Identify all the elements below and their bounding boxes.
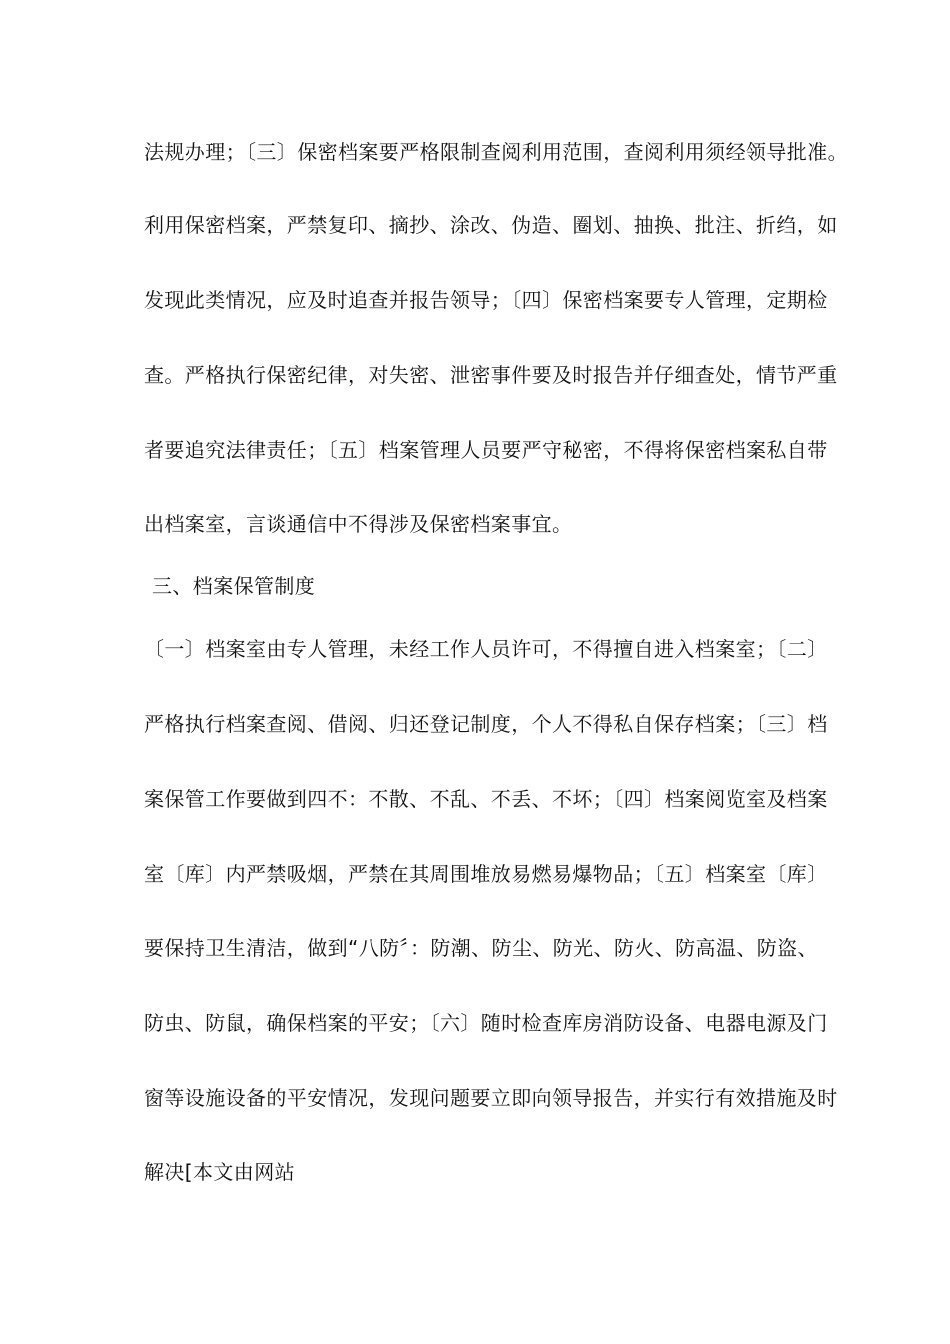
section-heading: 三、档案保管制度 bbox=[152, 574, 316, 598]
paragraph-line: 案保管工作要做到四不：不散、不乱、不丢、不坏；〔四〕档案阅览室及档案 bbox=[144, 787, 828, 811]
paragraph-line: 室〔库〕内严禁吸烟，严禁在其周围堆放易燃易爆物品；〔五〕档案室〔库〕 bbox=[144, 862, 828, 886]
paragraph-line: 发现此类情况，应及时追查并报告领导；〔四〕保密档案要专人管理，定期检 bbox=[144, 288, 828, 312]
paragraph-line: 〔一〕档案室由专人管理，未经工作人员许可，不得擅自进入档案室；〔二〕 bbox=[144, 637, 828, 661]
paragraph-line: 利用保密档案，严禁复印、摘抄、涂改、伪造、圈划、抽换、批注、折绉，如 bbox=[144, 213, 838, 237]
paragraph-line: 解决[本文由网站 bbox=[144, 1160, 296, 1184]
paragraph-line: 出档案室，言谈通信中不得涉及保密档案事宜。 bbox=[144, 512, 573, 536]
paragraph-line: 窗等设施设备的平安情况，发现问题要立即向领导报告，并实行有效措施及时 bbox=[144, 1086, 838, 1110]
paragraph-line: 防虫、防鼠，确保档案的平安；〔六〕随时检查库房消防设备、电器电源及门 bbox=[144, 1011, 828, 1035]
paragraph-line: 严格执行档案查阅、借阅、归还登记制度，个人不得私自保存档案；〔三〕档 bbox=[144, 712, 828, 736]
paragraph-line: 查。严格执行保密纪律，对失密、泄密事件要及时报告并仔细查处，情节严重 bbox=[144, 363, 838, 387]
paragraph-line: 者要追究法律责任；〔五〕档案管理人员要严守秘密，不得将保密档案私自带 bbox=[144, 438, 828, 462]
paragraph-line: 法规办理；〔三〕保密档案要严格限制查阅利用范围，查阅利用须经领导批准。 bbox=[144, 140, 848, 164]
paragraph-line: 要保持卫生清洁，做到“八防〞：防潮、防尘、防光、防火、防高温、防盗、 bbox=[144, 936, 818, 960]
